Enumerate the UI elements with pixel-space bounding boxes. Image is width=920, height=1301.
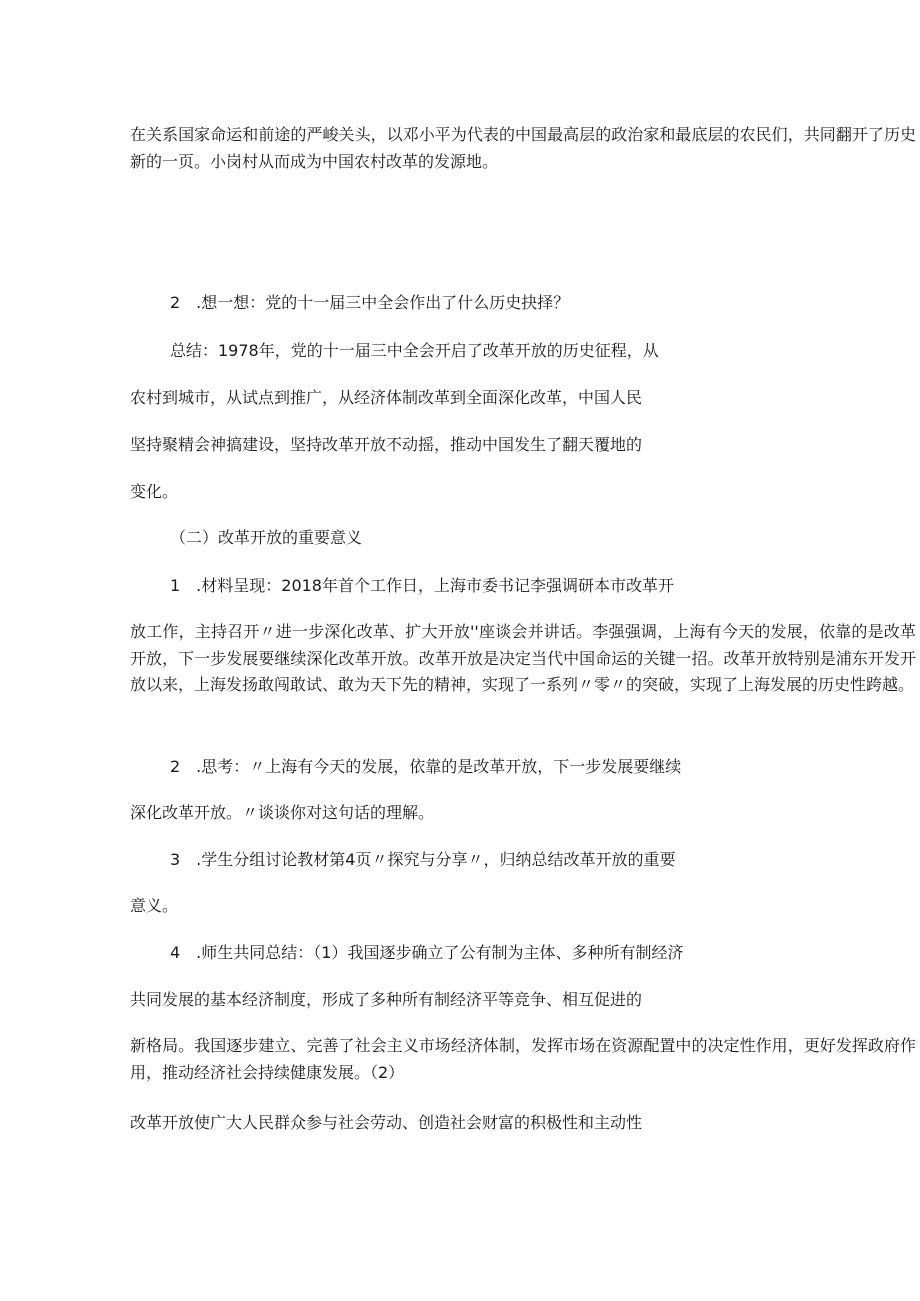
conclusion-line-2: 共同发展的基本经济制度，形成了多种所有制经济平等竞争、相互促进的 (130, 990, 643, 1009)
summary-line-2: 农村到城市，从试点到推广，从经济体制改革到全面深化改革，中国人民 (130, 388, 643, 407)
section-heading-2: （二）改革开放的重要意义 (170, 528, 363, 547)
paragraph-xiaogang: 在关系国家命运和前途的严峻关头，以邓小平为代表的中国最高层的政治家和最底层的农民们，共同翻开了历史新的一页。小岗村从而成为中国农村改革的发源地。 (130, 125, 916, 171)
conclusion-line-3: 改革开放使广大人民群众参与社会劳动、创造社会财富的积极性和主动性 (130, 1113, 643, 1132)
summary-line-3: 坚持聚精会神搞建设，坚持改革开放不动摇，推动中国发生了翻天覆地的 (130, 435, 643, 454)
discuss-line-1: 3 .学生分组讨论教材第4页〃探究与分享〃，归纳总结改革开放的重要 (170, 850, 676, 869)
think-line-1: 2 .思考：〃上海有今天的发展，依靠的是改革开放，下一步发展要继续 (170, 757, 682, 776)
material-line-1: 1 .材料呈现：2018年首个工作日，上海市委书记李强调研本市改革开 (170, 576, 674, 595)
think-line-2: 深化改革开放。〃谈谈你对这句话的理解。 (130, 803, 435, 822)
conclusion-paragraph: 新格局。我国逐步建立、完善了社会主义市场经济体制，发挥市场在资源配置中的决定性作用，更好发挥政府作用，推动经济社会持续健康发展。（2） (130, 1036, 916, 1082)
conclusion-line-1: 4 .师生共同总结：（1）我国逐步确立了公有制为主体、多种所有制经济 (170, 943, 684, 962)
material-paragraph: 放工作，主持召开〃进一步深化改革、扩大开放''座谈会并讲话。李强强调，上海有今天的发展，依靠的是改革开放，下一步发展要继续深化改革开放。改革开放是决定当代中国命运的关键一招。改革开放特别是浦东开发开放以来，上海发扬敢闯敢试、敢为天下先的精神，实现了一系列〃零〃的突破，实现了上海发展的历史性跨越。 (130, 622, 916, 694)
summary-line-1: 总结：1978年，党的十一届三中全会开启了改革开放的历史征程，从 (170, 341, 659, 360)
question-2-think: 2 .想一想：党的十一届三中全会作出了什么历史抉择？ (170, 293, 570, 312)
summary-line-4: 变化。 (130, 482, 179, 501)
discuss-line-2: 意义。 (130, 896, 179, 915)
